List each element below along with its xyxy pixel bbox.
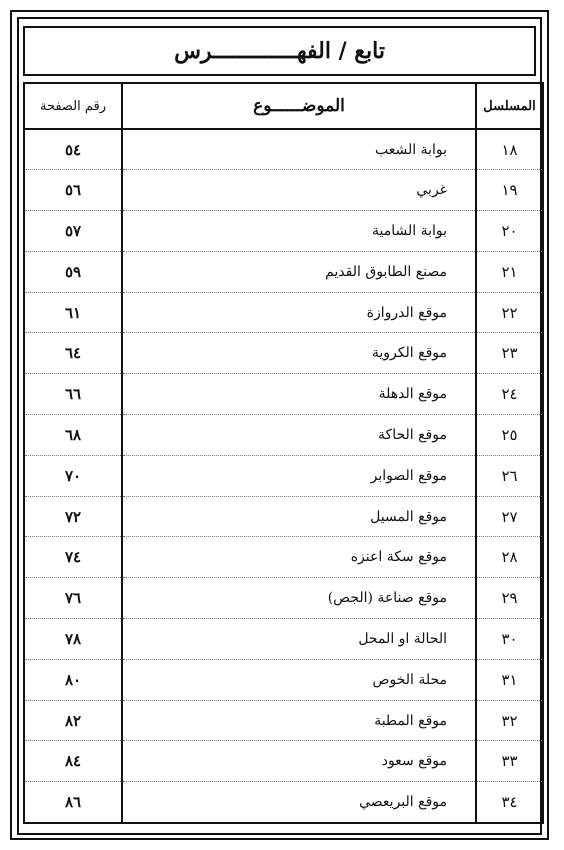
row-serial: ٢٩ [476, 578, 543, 619]
table-row [24, 659, 543, 700]
row-subject: موقع الدهلة [122, 374, 476, 415]
row-page: ٨٠ [24, 659, 122, 700]
row-subject: غربي [122, 170, 476, 211]
row-subject: موقع الصوابر [122, 455, 476, 496]
row-page: ٨٤ [24, 741, 122, 782]
row-serial: ٢٣ [476, 333, 543, 374]
row-serial: ٢٤ [476, 374, 543, 415]
row-subject: موقع المطبة [122, 700, 476, 741]
header-serial: المسلسل [476, 83, 543, 129]
header-page: رقم الصفحة [24, 83, 122, 129]
table-row [24, 374, 543, 415]
row-serial: ٢٠ [476, 211, 543, 252]
row-subject: موقع الدروازة [122, 292, 476, 333]
row-serial: ٣٠ [476, 619, 543, 660]
table-row [24, 292, 543, 333]
row-subject: موقع البريعصي [122, 782, 476, 823]
row-page: ٦٨ [24, 415, 122, 456]
table-body [24, 129, 543, 823]
table-row [24, 415, 543, 456]
table-row [24, 578, 543, 619]
table-row [24, 619, 543, 660]
row-page: ٥٧ [24, 211, 122, 252]
table-row [24, 741, 543, 782]
row-serial: ١٩ [476, 170, 543, 211]
row-serial: ٣٤ [476, 782, 543, 823]
row-page: ٥٩ [24, 251, 122, 292]
row-serial: ٢٨ [476, 537, 543, 578]
row-page: ٨٦ [24, 782, 122, 823]
row-subject: موقع الكروية [122, 333, 476, 374]
row-subject: الحالة او المحل [122, 619, 476, 660]
row-subject: مصنع الطابوق القديم [122, 251, 476, 292]
row-serial: ٣١ [476, 659, 543, 700]
row-serial: ٢٧ [476, 496, 543, 537]
row-page: ٨٢ [24, 700, 122, 741]
row-page: ٥٤ [24, 129, 122, 170]
row-serial: ٣٣ [476, 741, 543, 782]
table-row [24, 537, 543, 578]
row-subject: بوابة الشعب [122, 129, 476, 170]
row-serial: ٢٥ [476, 415, 543, 456]
header-subject: الموضــــــوع [122, 83, 476, 129]
row-subject: موقع المسيل [122, 496, 476, 537]
table-row [24, 782, 543, 823]
header-row [24, 83, 543, 129]
row-subject: موقع سعود [122, 741, 476, 782]
table-row [24, 496, 543, 537]
row-serial: ٢٢ [476, 292, 543, 333]
table-row [24, 170, 543, 211]
row-serial: ١٨ [476, 129, 543, 170]
title-box [23, 26, 536, 76]
row-page: ٦١ [24, 292, 122, 333]
table-row [24, 129, 543, 170]
table-row [24, 211, 543, 252]
table-row [24, 333, 543, 374]
table-row [24, 455, 543, 496]
row-subject: محلة الخوص [122, 659, 476, 700]
row-serial: ٢٦ [476, 455, 543, 496]
row-page: ٦٤ [24, 333, 122, 374]
row-serial: ٢١ [476, 251, 543, 292]
page-title: تابع / الفهـــــــــــــرس [174, 38, 385, 64]
row-subject: موقع سكة اعنزه [122, 537, 476, 578]
row-subject: بوابة الشامية [122, 211, 476, 252]
row-page: ٥٦ [24, 170, 122, 211]
row-page: ٧٠ [24, 455, 122, 496]
table-row [24, 700, 543, 741]
row-page: ٧٨ [24, 619, 122, 660]
row-serial: ٣٢ [476, 700, 543, 741]
row-subject: موقع الحاكة [122, 415, 476, 456]
index-table [23, 82, 544, 824]
row-subject: موقع صناعة (الجص) [122, 578, 476, 619]
row-page: ٧٢ [24, 496, 122, 537]
row-page: ٧٤ [24, 537, 122, 578]
row-page: ٦٦ [24, 374, 122, 415]
row-page: ٧٦ [24, 578, 122, 619]
table-row [24, 251, 543, 292]
